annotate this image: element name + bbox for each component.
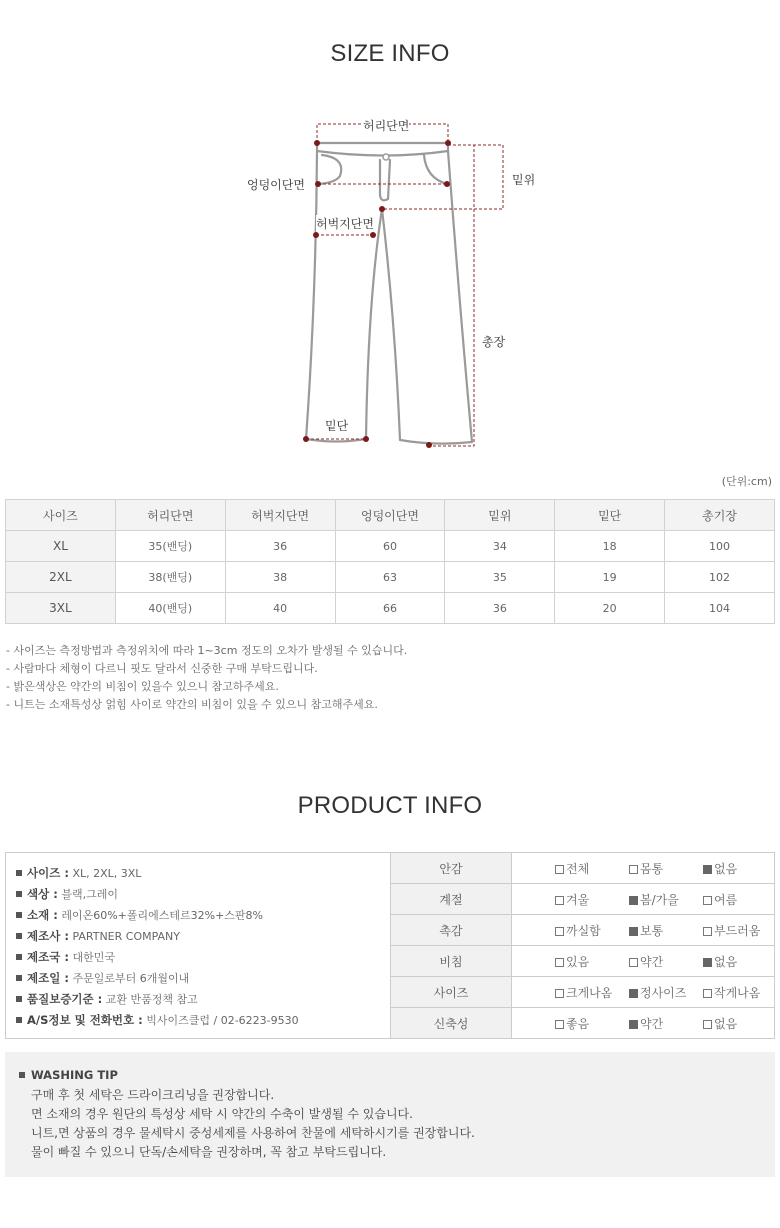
bullet-square-icon (16, 933, 22, 939)
unchecked-box-icon (555, 989, 564, 998)
unchecked-box-icon (555, 896, 564, 905)
detail-value: 대한민국 (72, 951, 115, 964)
detail-key: 품질보증기준 : (27, 992, 103, 1006)
attribute-option (555, 922, 629, 939)
attribute-option-label: 있음 (566, 954, 590, 969)
washing-tip-line: 면 소재의 경우 원단의 특성상 세탁 시 약간의 수축이 발생될 수 있습니다. (31, 1107, 413, 1121)
detail-value: 교환 반품정책 참고 (105, 993, 198, 1006)
attribute-label: 사이즈 (391, 977, 512, 1008)
attribute-option-label: 약간 (640, 1016, 664, 1031)
attribute-options (512, 915, 775, 946)
attribute-option (629, 1015, 703, 1032)
column-header: 사이즈 (6, 500, 116, 531)
attribute-option-label: 부드러움 (714, 923, 761, 938)
attribute-option (629, 860, 703, 877)
attribute-option-label: 좋음 (566, 1016, 590, 1031)
attribute-label: 비침 (391, 946, 512, 977)
bullet-square-icon (19, 1072, 25, 1078)
unchecked-box-icon (703, 896, 712, 905)
attribute-option-label: 정사이즈 (640, 985, 687, 1000)
table-cell: 36 (445, 593, 555, 624)
size-info-title: SIZE INFO (330, 40, 450, 67)
attribute-row (391, 915, 775, 946)
attribute-option-label: 겨울 (566, 892, 590, 907)
attribute-option-label: 여름 (714, 892, 738, 907)
attribute-option (703, 953, 773, 970)
column-header: 허리단면 (115, 500, 225, 531)
table-cell: 100 (665, 531, 775, 562)
diagram-label-rise: 밑위 (512, 173, 536, 187)
detail-key: 소재 : (27, 908, 58, 922)
diagram-label-waist: 허리단면 (363, 119, 410, 133)
attribute-option (555, 953, 629, 970)
attribute-option (703, 860, 773, 877)
unit-label: (단위:cm) (721, 475, 772, 488)
attribute-option (555, 1015, 629, 1032)
detail-value: 주문일로부터 6개월이내 (72, 972, 190, 985)
detail-value: XL, 2XL, 3XL (72, 867, 142, 880)
attribute-option (555, 860, 629, 877)
bullet-square-icon (16, 870, 22, 876)
diagram-label-hip: 엉덩이단면 (247, 178, 305, 192)
washing-tip-box (5, 1052, 775, 1177)
attribute-option (703, 1015, 773, 1032)
note-line: - 사이즈는 측정방법과 측정위치에 따라 1~3cm 정도의 오차가 발생될 수 있습니다. (6, 644, 408, 657)
table-cell: 102 (665, 562, 775, 593)
unchecked-box-icon (555, 927, 564, 936)
pants-measurement-diagram (0, 100, 780, 460)
attribute-label: 계절 (391, 884, 512, 915)
checked-box-icon (629, 896, 638, 905)
column-header: 엉덩이단면 (335, 500, 445, 531)
unchecked-box-icon (629, 865, 638, 874)
attribute-options (512, 946, 775, 977)
note-line: - 밝은색상은 약간의 비침이 있을수 있으니 참고하주세요. (6, 680, 279, 693)
table-cell: 38 (225, 562, 335, 593)
bullet-square-icon (16, 912, 22, 918)
washing-tip-title-text: WASHING TIP (31, 1068, 118, 1082)
diagram-label-hem: 밑단 (325, 419, 349, 433)
attribute-option (629, 953, 703, 970)
product-details-box (5, 852, 391, 1039)
detail-value: PARTNER COMPANY (72, 930, 181, 943)
detail-key: A/S정보 및 전화번호 : (27, 1013, 143, 1027)
size-table-header (6, 500, 775, 531)
detail-row (16, 989, 390, 1010)
detail-key: 사이즈 : (27, 866, 69, 880)
attribute-options (512, 977, 775, 1008)
attribute-option-label: 없음 (714, 861, 738, 876)
attribute-label: 안감 (391, 853, 512, 884)
attribute-options (512, 1008, 775, 1039)
detail-row (16, 947, 390, 968)
bullet-square-icon (16, 975, 22, 981)
note-line: - 사람마다 체형이 다르니 핏도 달라서 신중한 구매 부탁드립니다. (6, 662, 318, 675)
table-cell: 40(밴딩) (115, 593, 225, 624)
checked-box-icon (629, 1020, 638, 1029)
table-row (6, 593, 775, 624)
detail-key: 제조일 : (27, 971, 69, 985)
detail-key: 제조사 : (27, 929, 69, 943)
attribute-option (629, 922, 703, 939)
detail-value: 레이온60%+폴리에스테르32%+스판8% (61, 909, 263, 922)
attribute-option (555, 984, 629, 1001)
bullet-square-icon (16, 996, 22, 1002)
attribute-option-label: 몸통 (640, 861, 664, 876)
detail-row (16, 1010, 390, 1031)
table-cell: 19 (555, 562, 665, 593)
attribute-option-label: 작게나옴 (714, 985, 761, 1000)
attribute-option-label: 약간 (640, 954, 664, 969)
attribute-row (391, 946, 775, 977)
attribute-label: 신축성 (391, 1008, 512, 1039)
unchecked-box-icon (703, 927, 712, 936)
diagram-label-length: 총장 (482, 335, 506, 349)
attribute-option (629, 984, 703, 1001)
checked-box-icon (703, 958, 712, 967)
table-cell: 104 (665, 593, 775, 624)
unchecked-box-icon (703, 1020, 712, 1029)
washing-tip-line: 물이 빠질 수 있으니 단독/손세탁을 권장하며, 꼭 참고 부탁드립니다. (31, 1145, 387, 1159)
washing-tip-line: 니트,면 상품의 경우 물세탁시 중성세제를 사용하여 찬물에 세탁하시기를 권장합니다. (31, 1126, 475, 1140)
checked-box-icon (629, 989, 638, 998)
table-cell: 35 (445, 562, 555, 593)
detail-row (16, 926, 390, 947)
table-cell: 36 (225, 531, 335, 562)
detail-value: 빅사이즈클럽 / 02-6223-9530 (146, 1014, 299, 1027)
attribute-row (391, 1008, 775, 1039)
bullet-square-icon (16, 954, 22, 960)
table-cell: 38(밴딩) (115, 562, 225, 593)
detail-key: 색상 : (27, 887, 58, 901)
table-cell: 66 (335, 593, 445, 624)
detail-value: 블랙,그레이 (61, 888, 118, 901)
attribute-row (391, 977, 775, 1008)
bullet-square-icon (16, 1017, 22, 1023)
attribute-option-label: 까실함 (566, 923, 601, 938)
attribute-table (390, 852, 775, 1039)
table-row (6, 562, 775, 593)
unchecked-box-icon (703, 989, 712, 998)
unchecked-box-icon (555, 865, 564, 874)
unchecked-box-icon (629, 958, 638, 967)
detail-row (16, 905, 390, 926)
size-cell: XL (6, 531, 116, 562)
detail-row (16, 863, 390, 884)
attribute-row (391, 853, 775, 884)
size-table (5, 499, 775, 624)
table-cell: 63 (335, 562, 445, 593)
size-cell: 2XL (6, 562, 116, 593)
attribute-label: 촉감 (391, 915, 512, 946)
table-cell: 20 (555, 593, 665, 624)
attribute-options (512, 853, 775, 884)
size-cell: 3XL (6, 593, 116, 624)
attribute-option-label: 전체 (566, 861, 590, 876)
attribute-option (703, 922, 773, 939)
checked-box-icon (703, 865, 712, 874)
attribute-option-label: 크게나옴 (566, 985, 613, 1000)
attribute-option-label: 보통 (640, 923, 664, 938)
attribute-option-label: 없음 (714, 954, 738, 969)
attribute-options (512, 884, 775, 915)
washing-tip-line: 구매 후 첫 세탁은 드라이크리닝을 권장합니다. (31, 1088, 275, 1102)
unchecked-box-icon (555, 958, 564, 967)
washing-tip-title (19, 1068, 775, 1082)
diagram-label-thigh: 허벅지단면 (316, 217, 374, 231)
attribute-option (629, 891, 703, 908)
product-info-title: PRODUCT INFO (297, 792, 483, 819)
table-cell: 40 (225, 593, 335, 624)
table-cell: 18 (555, 531, 665, 562)
bullet-square-icon (16, 891, 22, 897)
detail-row (16, 884, 390, 905)
size-notes (6, 642, 407, 714)
detail-row (16, 968, 390, 989)
table-row (6, 531, 775, 562)
checked-box-icon (629, 927, 638, 936)
attribute-option-label: 없음 (714, 1016, 738, 1031)
attribute-option (703, 891, 773, 908)
attribute-row (391, 884, 775, 915)
attribute-option (555, 891, 629, 908)
table-cell: 60 (335, 531, 445, 562)
attribute-option (703, 984, 773, 1001)
table-cell: 34 (445, 531, 555, 562)
note-line: - 니트는 소재특성상 얽힘 사이로 약간의 비침이 있을 수 있으니 참고해주세요. (6, 698, 378, 711)
column-header: 허벅지단면 (225, 500, 335, 531)
column-header: 밑위 (445, 500, 555, 531)
detail-key: 제조국 : (27, 950, 69, 964)
attribute-option-label: 봄/가을 (640, 892, 679, 907)
unchecked-box-icon (555, 1020, 564, 1029)
table-cell: 35(밴딩) (115, 531, 225, 562)
column-header: 총기장 (665, 500, 775, 531)
column-header: 밑단 (555, 500, 665, 531)
